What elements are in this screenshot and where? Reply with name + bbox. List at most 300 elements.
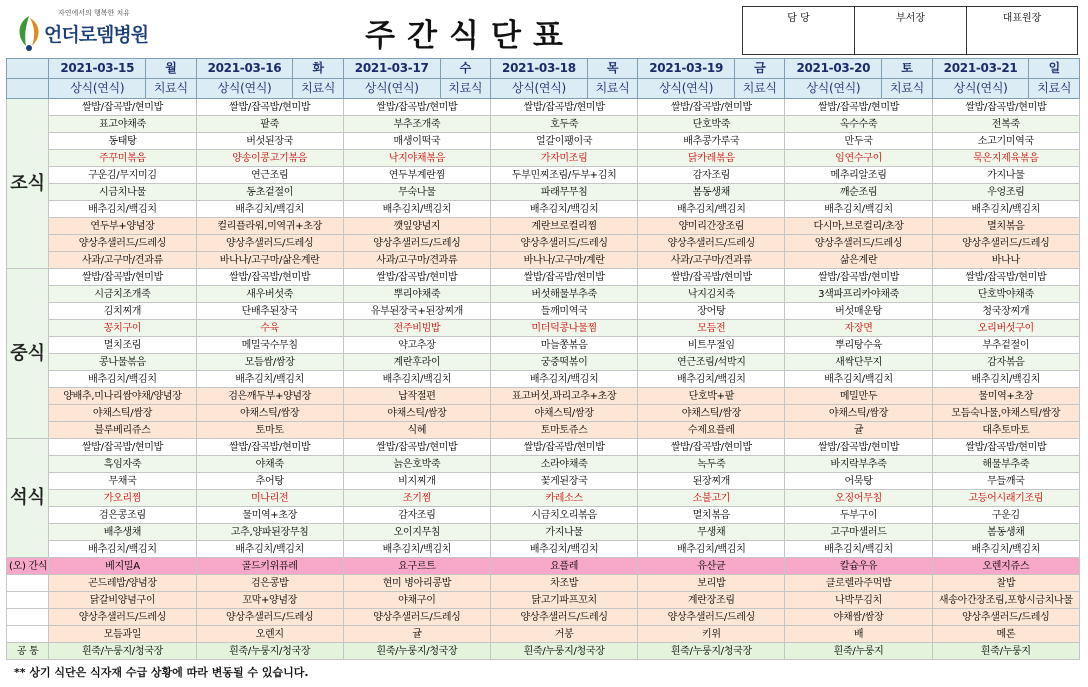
menu-item: 야채구이	[343, 592, 490, 609]
day-weekday: 금	[735, 59, 785, 79]
menu-item: 단배추된장국	[196, 303, 343, 320]
menu-item: 귤	[343, 626, 490, 643]
menu-item: 모듬과일	[49, 626, 196, 643]
menu-item: 구운김/무지미김	[49, 167, 196, 184]
menu-item: 비지찌개	[343, 473, 490, 490]
menu-item: 배추김치/백김치	[785, 541, 932, 558]
day-date: 2021-03-19	[638, 59, 735, 79]
table-row	[7, 201, 1080, 218]
page-title: 주간식단표	[365, 18, 575, 54]
menu-item: 새싹단무지	[785, 354, 932, 371]
corner-cell	[7, 626, 49, 643]
menu-item: 바나나/고구마/계란	[491, 252, 638, 269]
menu-item: 소불고기	[638, 490, 785, 507]
table-row	[7, 167, 1080, 184]
menu-item: 삶은계란	[785, 252, 932, 269]
common-item: 흰죽/누룽지/청국장	[196, 643, 343, 660]
menu-item: 야채쌈/쌈장	[785, 609, 932, 626]
type-therapy: 치료식	[440, 79, 490, 99]
menu-item: 버섯된장국	[196, 133, 343, 150]
hospital-logo	[14, 6, 164, 54]
table-row	[7, 490, 1080, 507]
menu-item: 들깨미역국	[491, 303, 638, 320]
table-row	[7, 235, 1080, 252]
menu-item: 배추김치/백김치	[785, 371, 932, 388]
menu-item: 모듬전	[638, 320, 785, 337]
common-item: 흰죽/누룽지/청국장	[343, 643, 490, 660]
approval-manager: 부서장	[855, 7, 967, 55]
menu-item: 임연수구이	[785, 150, 932, 167]
menu-item: 클로렐라주먹밥	[785, 575, 932, 592]
menu-item: 야채스틱/쌈장	[196, 405, 343, 422]
menu-item: 야채스틱/쌈장	[343, 405, 490, 422]
menu-item: 양미리간장조림	[638, 218, 785, 235]
menu-item: 쌀밥/잡곡밥/현미밥	[196, 99, 343, 116]
menu-item: 무들깨국	[932, 473, 1079, 490]
menu-item: 버섯매운탕	[785, 303, 932, 320]
menu-item: 사과/고구마/견과류	[49, 252, 196, 269]
menu-item: 옥수수죽	[785, 116, 932, 133]
menu-item: 쌀밥/잡곡밥/현미밥	[785, 99, 932, 116]
menu-item: 야채스틱/쌈장	[785, 405, 932, 422]
menu-item: 찰밥	[932, 575, 1079, 592]
menu-item: 수육	[196, 320, 343, 337]
corner-cell	[7, 79, 49, 99]
day-date: 2021-03-15	[49, 59, 146, 79]
menu-item: 부추조개죽	[343, 116, 490, 133]
corner-cell	[7, 592, 49, 609]
menu-item: 배추김치/백김치	[196, 201, 343, 218]
menu-item: 미더덕콩나물찜	[491, 320, 638, 337]
table-row	[7, 422, 1080, 439]
weekly-menu-table	[6, 58, 1080, 660]
day-date: 2021-03-21	[932, 59, 1029, 79]
menu-item: 표고야채죽	[49, 116, 196, 133]
menu-item: 사과/고구마/견과류	[343, 252, 490, 269]
table-row	[7, 269, 1080, 286]
menu-item: 추어탕	[196, 473, 343, 490]
snack-item: 칼슘우유	[785, 558, 932, 575]
menu-item: 나박무김치	[785, 592, 932, 609]
menu-item: 검은콩밥	[196, 575, 343, 592]
table-row	[7, 524, 1080, 541]
table-row	[7, 473, 1080, 490]
menu-item: 쌀밥/잡곡밥/현미밥	[491, 269, 638, 286]
menu-item: 얼갈이팽이국	[491, 133, 638, 150]
menu-item: 쌀밥/잡곡밥/현미밥	[491, 99, 638, 116]
table-row	[7, 371, 1080, 388]
menu-item: 양배추,미나리쌈야채/양념장	[49, 388, 196, 405]
menu-item: 단호박죽	[638, 116, 785, 133]
menu-item: 3색파프리카야채죽	[785, 286, 932, 303]
menu-item: 배추김치/백김치	[785, 201, 932, 218]
menu-item: 된장찌개	[638, 473, 785, 490]
menu-item: 오렌지	[196, 626, 343, 643]
menu-item: 양상추샐러드/드레싱	[491, 235, 638, 252]
menu-item: 곤드레밥/양념장	[49, 575, 196, 592]
menu-item: 쌀밥/잡곡밥/현미밥	[49, 439, 196, 456]
common-item: 흰죽/누룽지	[785, 643, 932, 660]
menu-item: 가자미조림	[491, 150, 638, 167]
menu-item: 연두부계란찜	[343, 167, 490, 184]
menu-item: 양상추샐러드/드레싱	[785, 235, 932, 252]
menu-item: 닭카레볶음	[638, 150, 785, 167]
menu-item: 부추겉절이	[932, 337, 1079, 354]
menu-item: 양상추샐러드/드레싱	[343, 235, 490, 252]
menu-item: 양송이콩고기볶음	[196, 150, 343, 167]
menu-item: 토마토	[196, 422, 343, 439]
menu-item: 쌀밥/잡곡밥/현미밥	[343, 269, 490, 286]
menu-item: 양상추샐러드/드레싱	[638, 235, 785, 252]
common-item: 흰죽/누룽지/청국장	[491, 643, 638, 660]
leaf-logo-icon	[14, 12, 44, 52]
menu-item: 뿌리탕수육	[785, 337, 932, 354]
day-date: 2021-03-20	[785, 59, 882, 79]
table-row	[7, 252, 1080, 269]
menu-item: 어묵탕	[785, 473, 932, 490]
menu-item: 모듬쌈/쌈장	[196, 354, 343, 371]
menu-item: 쌀밥/잡곡밥/현미밥	[49, 99, 196, 116]
menu-item: 배추김치/백김치	[49, 371, 196, 388]
table-row	[7, 320, 1080, 337]
snack-label: (오) 간식	[7, 558, 49, 575]
menu-item: 양상추샐러드/드레싱	[638, 609, 785, 626]
menu-item: 새우버섯죽	[196, 286, 343, 303]
day-weekday: 목	[587, 59, 637, 79]
type-therapy: 치료식	[735, 79, 785, 99]
menu-item: 가지나물	[491, 524, 638, 541]
type-therapy: 치료식	[146, 79, 196, 99]
menu-item: 무숙나물	[343, 184, 490, 201]
menu-item: 야채스틱/쌈장	[638, 405, 785, 422]
menu-item: 연근조림	[196, 167, 343, 184]
menu-item: 메밀국수무침	[196, 337, 343, 354]
menu-item: 오징어무침	[785, 490, 932, 507]
menu-item: 장어탕	[638, 303, 785, 320]
table-row	[7, 575, 1080, 592]
menu-item: 단호박+팥	[638, 388, 785, 405]
menu-item: 야채죽	[196, 456, 343, 473]
menu-item: 검은콩조림	[49, 507, 196, 524]
menu-item: 배추생채	[49, 524, 196, 541]
menu-item: 배추김치/백김치	[49, 541, 196, 558]
menu-item: 단호박야채죽	[932, 286, 1079, 303]
table-row	[7, 79, 1080, 99]
menu-item: 연두부+양념장	[49, 218, 196, 235]
menu-item: 유부된장국+된장찌개	[343, 303, 490, 320]
menu-item: 쌀밥/잡곡밥/현미밥	[638, 99, 785, 116]
breakfast-label: 조식	[7, 99, 49, 269]
menu-item: 쌀밥/잡곡밥/현미밥	[785, 269, 932, 286]
table-row	[7, 133, 1080, 150]
type-therapy: 치료식	[293, 79, 343, 99]
table-row	[7, 609, 1080, 626]
menu-item: 블루베리쥬스	[49, 422, 196, 439]
menu-item: 버섯해물부추죽	[491, 286, 638, 303]
menu-item: 양상추샐러드/드레싱	[343, 609, 490, 626]
type-regular: 상식(연식)	[932, 79, 1029, 99]
menu-item: 호두죽	[491, 116, 638, 133]
day-weekday: 화	[293, 59, 343, 79]
menu-item: 바지락부추죽	[785, 456, 932, 473]
table-row	[7, 626, 1080, 643]
menu-item: 보리밥	[638, 575, 785, 592]
menu-item: 녹두죽	[638, 456, 785, 473]
table-row	[7, 286, 1080, 303]
menu-item: 김치찌개	[49, 303, 196, 320]
table-row	[7, 456, 1080, 473]
menu-item: 가오리찜	[49, 490, 196, 507]
table-row	[7, 507, 1080, 524]
menu-item: 꽁치구이	[49, 320, 196, 337]
menu-item: 구운김	[932, 507, 1079, 524]
menu-item: 양상추샐러드/드레싱	[491, 609, 638, 626]
menu-item: 쌀밥/잡곡밥/현미밥	[638, 269, 785, 286]
menu-item: 약고추장	[343, 337, 490, 354]
menu-item: 전복죽	[932, 116, 1079, 133]
menu-item: 오이지무침	[343, 524, 490, 541]
table-row	[7, 592, 1080, 609]
type-regular: 상식(연식)	[49, 79, 146, 99]
common-item: 흰죽/누룽지	[932, 643, 1079, 660]
menu-item: 꼬막+양념장	[196, 592, 343, 609]
common-label: 공 통	[7, 643, 49, 660]
table-row	[7, 405, 1080, 422]
menu-item: 콩나물볶음	[49, 354, 196, 371]
menu-item: 배추김치/백김치	[932, 201, 1079, 218]
menu-item: 배추김치/백김치	[196, 541, 343, 558]
menu-item: 대추토마토	[932, 422, 1079, 439]
snack-item: 요플레	[491, 558, 638, 575]
table-row	[7, 388, 1080, 405]
table-row	[7, 99, 1080, 116]
menu-item: 감자볶음	[932, 354, 1079, 371]
menu-item: 쌀밥/잡곡밥/현미밥	[638, 439, 785, 456]
table-row	[7, 116, 1080, 133]
type-regular: 상식(연식)	[638, 79, 735, 99]
type-regular: 상식(연식)	[785, 79, 882, 99]
menu-item: 다시마,브로컬리/초장	[785, 218, 932, 235]
menu-item: 자장면	[785, 320, 932, 337]
menu-item: 주꾸미볶음	[49, 150, 196, 167]
lunch-label: 중식	[7, 269, 49, 439]
menu-item: 식혜	[343, 422, 490, 439]
page-header	[0, 0, 1088, 58]
table-row	[7, 439, 1080, 456]
corner-cell	[7, 575, 49, 592]
menu-item: 청국장찌개	[932, 303, 1079, 320]
type-regular: 상식(연식)	[491, 79, 588, 99]
menu-item: 야채스틱/쌈장	[49, 405, 196, 422]
day-date: 2021-03-18	[491, 59, 588, 79]
snack-item: 골드키위퓨레	[196, 558, 343, 575]
menu-item: 키위	[638, 626, 785, 643]
menu-item: 우엉조림	[932, 184, 1079, 201]
menu-item: 고추,양파된장무침	[196, 524, 343, 541]
menu-item: 시금치나물	[49, 184, 196, 201]
menu-item: 봄동생채	[932, 524, 1079, 541]
footnote: ** 상기 식단은 식자재 수급 상황에 따라 변동될 수 있습니다.	[14, 666, 309, 679]
menu-item: 멸치볶음	[932, 218, 1079, 235]
menu-item: 양상추샐러드/드레싱	[932, 235, 1079, 252]
menu-item: 배추김치/백김치	[932, 541, 1079, 558]
menu-item: 차조밥	[491, 575, 638, 592]
menu-item: 깨순조림	[785, 184, 932, 201]
menu-item: 배추김치/백김치	[491, 201, 638, 218]
menu-item: 새송아간장조림,포항시금치나물	[932, 592, 1079, 609]
day-date: 2021-03-17	[343, 59, 440, 79]
menu-item: 멸치조림	[49, 337, 196, 354]
menu-item: 동태탕	[49, 133, 196, 150]
menu-item: 닭갈비양념구이	[49, 592, 196, 609]
menu-item: 닭고기파프꼬치	[491, 592, 638, 609]
menu-item: 쌀밥/잡곡밥/현미밥	[343, 439, 490, 456]
menu-item: 가지나물	[932, 167, 1079, 184]
table-row	[7, 303, 1080, 320]
day-weekday: 일	[1029, 59, 1080, 79]
menu-item: 배추김치/백김치	[343, 371, 490, 388]
menu-item: 쌀밥/잡곡밥/현미밥	[932, 439, 1079, 456]
menu-item: 쌀밥/잡곡밥/현미밥	[49, 269, 196, 286]
menu-item: 계란브로컬리찜	[491, 218, 638, 235]
menu-item: 배추김치/백김치	[638, 371, 785, 388]
menu-item: 고구마샐러드	[785, 524, 932, 541]
menu-item: 쌀밥/잡곡밥/현미밥	[196, 439, 343, 456]
menu-item: 계란후라이	[343, 354, 490, 371]
menu-item: 표고버섯,꽈리고추+초장	[491, 388, 638, 405]
menu-item: 배추김치/백김치	[343, 201, 490, 218]
menu-item: 배추김치/백김치	[343, 541, 490, 558]
approval-staff: 담 당	[743, 7, 855, 55]
logo-name: 언더로뎀병원	[44, 24, 149, 46]
snack-item: 요구르트	[343, 558, 490, 575]
menu-item: 배추김치/백김치	[491, 541, 638, 558]
table-row	[7, 337, 1080, 354]
day-weekday: 월	[146, 59, 196, 79]
menu-item: 전주비빔밥	[343, 320, 490, 337]
menu-item: 고등어시래기조림	[932, 490, 1079, 507]
menu-item: 소라야채죽	[491, 456, 638, 473]
menu-item: 쌀밥/잡곡밥/현미밥	[491, 439, 638, 456]
menu-item: 궁중떡볶이	[491, 354, 638, 371]
table-row	[7, 150, 1080, 167]
snack-item: 유산균	[638, 558, 785, 575]
menu-item: 시금치조개죽	[49, 286, 196, 303]
table-row	[7, 541, 1080, 558]
menu-item: 양상추샐러드/드레싱	[196, 235, 343, 252]
day-weekday: 토	[882, 59, 932, 79]
menu-item: 꽃게된장국	[491, 473, 638, 490]
menu-item: 쌀밥/잡곡밥/현미밥	[196, 269, 343, 286]
menu-item: 양상추샐러드/드레싱	[932, 609, 1079, 626]
menu-item: 낙지야채볶음	[343, 150, 490, 167]
menu-item: 두부민찌조림/두부+김치	[491, 167, 638, 184]
menu-item: 배	[785, 626, 932, 643]
table-row	[7, 643, 1080, 660]
menu-item: 감자조림	[638, 167, 785, 184]
type-therapy: 치료식	[1029, 79, 1080, 99]
menu-item: 메밀만두	[785, 388, 932, 405]
menu-item: 바나나/고구마/삶은계란	[196, 252, 343, 269]
menu-item: 메추리알조림	[785, 167, 932, 184]
snack-item: 베지밀A	[49, 558, 196, 575]
menu-item: 모듬숙나물,야채스틱/쌈장	[932, 405, 1079, 422]
menu-item: 바나나	[932, 252, 1079, 269]
menu-item: 깻잎양념지	[343, 218, 490, 235]
menu-item: 배추김치/백김치	[638, 201, 785, 218]
approval-director: 대표원장	[967, 7, 1078, 55]
menu-item: 수제요플레	[638, 422, 785, 439]
menu-item: 미나리전	[196, 490, 343, 507]
menu-item: 검은깨두부+양념장	[196, 388, 343, 405]
menu-item: 매생이떡국	[343, 133, 490, 150]
menu-item: 팥죽	[196, 116, 343, 133]
menu-item: 만두국	[785, 133, 932, 150]
menu-item: 양상추샐러드/드레싱	[49, 235, 196, 252]
menu-item: 감자조림	[343, 507, 490, 524]
menu-item: 메론	[932, 626, 1079, 643]
menu-item: 무채국	[49, 473, 196, 490]
menu-item: 두부구이	[785, 507, 932, 524]
menu-item: 배추김치/백김치	[638, 541, 785, 558]
snack-item: 오렌지쥬스	[932, 558, 1079, 575]
logo-tagline: 자연에서의 행복한 치유	[58, 9, 131, 17]
menu-item: 연근조림/석박지	[638, 354, 785, 371]
menu-item: 해물부추죽	[932, 456, 1079, 473]
menu-item: 배추김치/백김치	[196, 371, 343, 388]
table-row	[7, 558, 1080, 575]
menu-item: 배추김치/백김치	[491, 371, 638, 388]
menu-item: 야채스틱/쌈장	[491, 405, 638, 422]
corner-cell	[7, 59, 49, 79]
menu-item: 마늘쫑볶음	[491, 337, 638, 354]
menu-item: 뿌리야채죽	[343, 286, 490, 303]
table-row	[7, 354, 1080, 371]
menu-item: 현미 병아리콩밥	[343, 575, 490, 592]
menu-item: 조기찜	[343, 490, 490, 507]
menu-item: 배추김치/백김치	[49, 201, 196, 218]
menu-item: 토마토쥬스	[491, 422, 638, 439]
menu-item: 배추김치/백김치	[932, 371, 1079, 388]
menu-item: 계란장조림	[638, 592, 785, 609]
menu-item: 묵은지제육볶음	[932, 150, 1079, 167]
menu-item: 카레소스	[491, 490, 638, 507]
menu-item: 늙은호박죽	[343, 456, 490, 473]
menu-item: 시금치오리볶음	[491, 507, 638, 524]
type-regular: 상식(연식)	[343, 79, 440, 99]
menu-item: 멸치볶음	[638, 507, 785, 524]
menu-item: 컬리플라워,미역귀+초장	[196, 218, 343, 235]
corner-cell	[7, 609, 49, 626]
type-therapy: 치료식	[587, 79, 637, 99]
menu-item: 소고기미역국	[932, 133, 1079, 150]
menu-item: 납작절편	[343, 388, 490, 405]
menu-item: 물미역+초장	[196, 507, 343, 524]
approval-box	[742, 6, 1078, 55]
day-weekday: 수	[440, 59, 490, 79]
menu-item: 흑임자죽	[49, 456, 196, 473]
menu-item: 비트무절임	[638, 337, 785, 354]
table-row	[7, 59, 1080, 79]
table-row	[7, 218, 1080, 235]
type-regular: 상식(연식)	[196, 79, 293, 99]
dinner-label: 석식	[7, 439, 49, 558]
menu-item: 귤	[785, 422, 932, 439]
menu-item: 쌀밥/잡곡밥/현미밥	[343, 99, 490, 116]
menu-item: 양상추샐러드/드레싱	[49, 609, 196, 626]
menu-item: 낙지김치죽	[638, 286, 785, 303]
menu-item: 봄동생채	[638, 184, 785, 201]
